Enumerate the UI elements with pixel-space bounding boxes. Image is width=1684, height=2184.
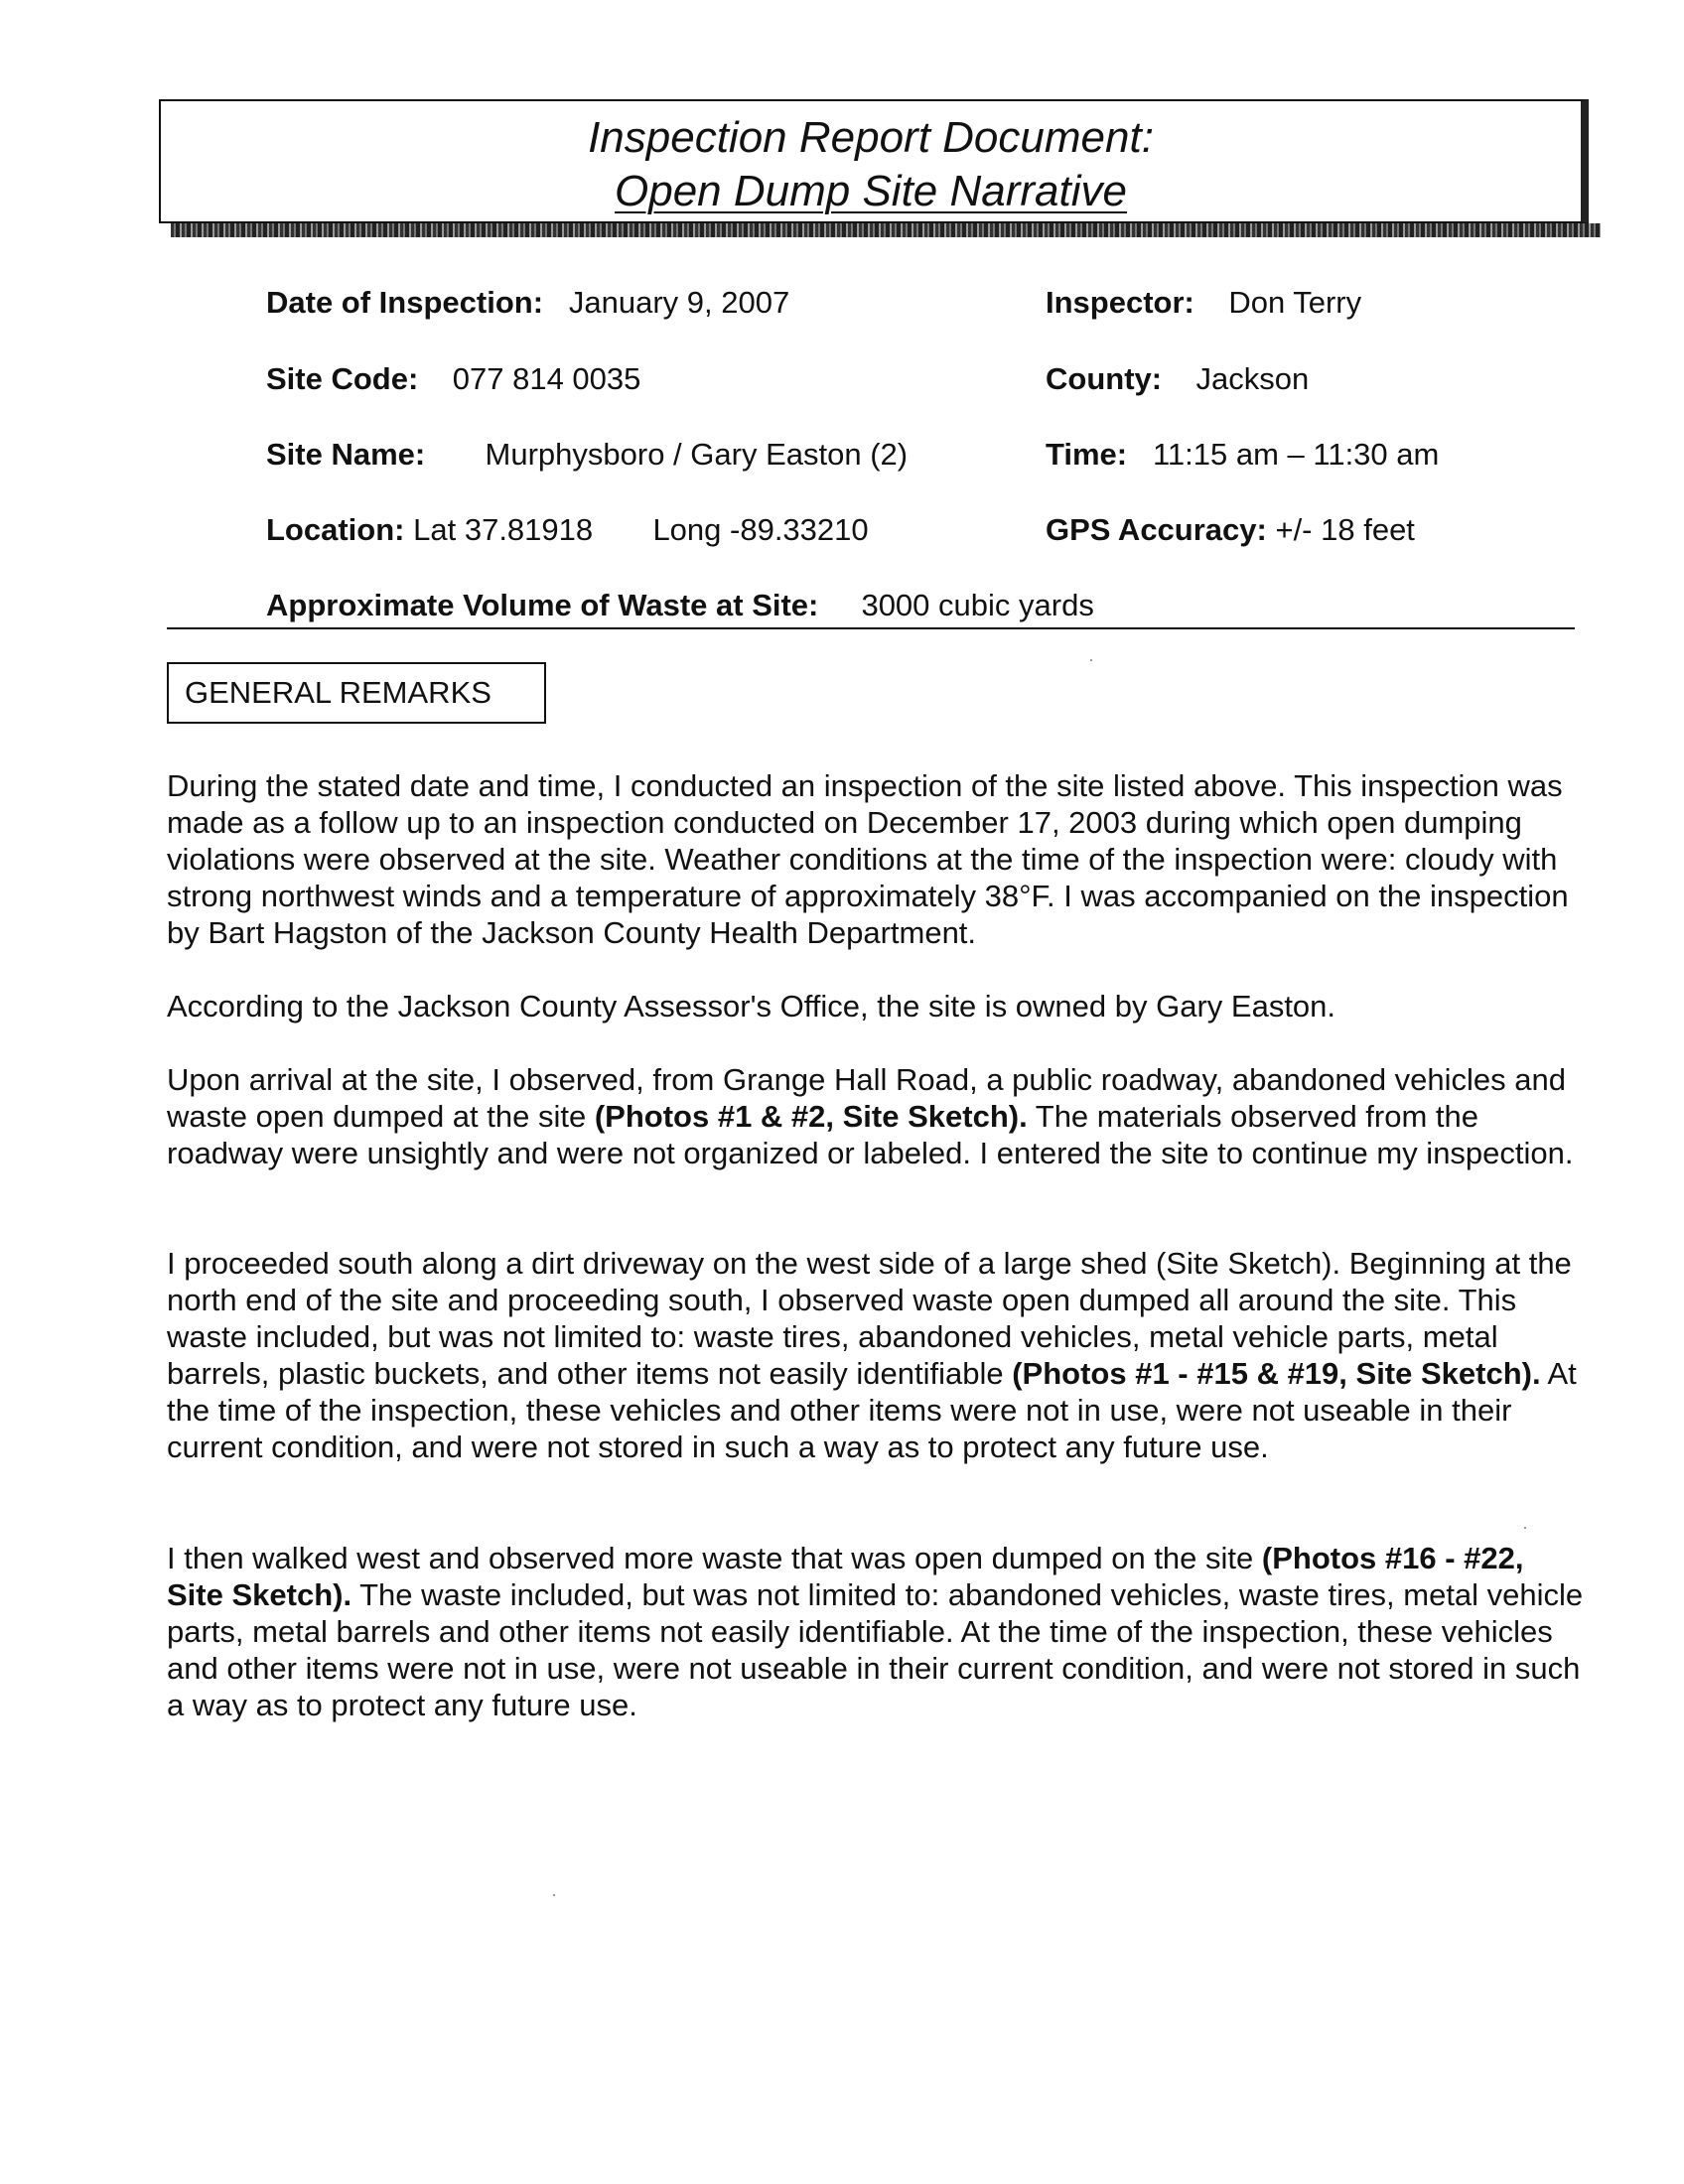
paragraph-west-walk [167, 1540, 1585, 1723]
date-label: Date of Inspection: [266, 285, 544, 320]
county-value: Jackson [1195, 361, 1310, 396]
inspector-label: Inspector: [1046, 285, 1194, 320]
scan-speck [1090, 659, 1092, 661]
gps-accuracy [1046, 512, 1415, 548]
title-box-shadow-band [171, 223, 1601, 237]
time-value: 11:15 am – 11:30 am [1152, 437, 1440, 472]
paragraph-text: During the stated date and time, I conducted an inspection of the site listed above. This inspection was made as a follow up to an inspection conducted on December 17, 2003 during which open dumping violations were observed at the site. Weather conditions at the time of the inspection were: cloudy with strong northwest winds and a temperature of approximately 38°F. I was accompanied on the inspection by Bart Hagston of the Jackson County Health Department. [167, 768, 1569, 950]
paragraph-inspection-overview [167, 767, 1585, 951]
approximate-volume [266, 588, 1094, 623]
scan-speck [1524, 1527, 1526, 1529]
general-remarks-heading: GENERAL REMARKS [167, 662, 546, 724]
volume-value: 3000 cubic yards [861, 588, 1094, 622]
paragraph-text-part: I then walked west and observed more waste that was open dumped on the site [167, 1541, 1262, 1575]
paragraph-arrival [167, 1061, 1585, 1171]
paragraph-text-part: Upon arrival at the site, I observed, from Grange Hall Road, a public roadway, abandoned vehicles and waste open dumped at the site [167, 1062, 1567, 1134]
location-label: Location: [266, 512, 405, 547]
gps-label: GPS Accuracy: [1046, 512, 1267, 547]
latitude-value: Lat 37.81918 [413, 512, 594, 547]
gps-value: +/- 18 feet [1275, 512, 1415, 547]
paragraph-text-part: The waste included, but was not limited to: abandoned vehicles, waste tires, metal vehicle parts, metal barrels and other items not easily identifiable. At the time of the inspection, these vehicles and other items were not in use, were not useable in their current condition, and were not stored in such a way as to protect any future use. [167, 1577, 1584, 1722]
site-name-label: Site Name: [266, 437, 426, 472]
paragraph-text-part: The materials observed from the roadway were unsightly and were not organized or labeled. I entered the site to continue my inspection. [167, 1099, 1574, 1170]
inspector-value: Don Terry [1228, 285, 1362, 320]
date-value: January 9, 2007 [568, 285, 790, 320]
title-box [159, 99, 1589, 223]
date-of-inspection [266, 285, 789, 321]
photo-reference: (Photos #16 - #22, Site Sketch). [167, 1541, 1524, 1612]
paragraph-text: According to the Jackson County Assessor's Office, the site is owned by Gary Easton. [167, 989, 1336, 1024]
paragraph-text [167, 1245, 1585, 1465]
site-code-value: 077 814 0035 [452, 361, 641, 396]
paragraph-text [167, 1061, 1585, 1171]
site-code [266, 361, 640, 397]
volume-label: Approximate Volume of Waste at Site: [266, 588, 819, 622]
paragraph-ownership [167, 988, 1585, 1024]
photo-reference: (Photos #1 & #2, Site Sketch). [594, 1099, 1028, 1134]
paragraph-text-part: At the time of the inspection, these vehicles and other items were not in use, were not useable in their current condition, and were not stored in such a way as to protect any future use. [167, 1356, 1577, 1464]
document-subtitle: Open Dump Site Narrative [615, 167, 1127, 215]
site-name [266, 437, 908, 473]
county-label: County: [1046, 361, 1163, 396]
site-name-value: Murphysboro / Gary Easton (2) [485, 437, 909, 472]
header-divider [167, 627, 1575, 629]
paragraph-south-walk [167, 1245, 1585, 1465]
location [266, 512, 869, 548]
site-code-label: Site Code: [266, 361, 419, 396]
inspector [1046, 285, 1361, 321]
time [1046, 437, 1439, 473]
scan-speck [553, 1894, 555, 1896]
county [1046, 361, 1309, 397]
paragraph-text [167, 1540, 1585, 1723]
time-label: Time: [1046, 437, 1128, 472]
paragraph-text-part: I proceeded south along a dirt driveway on the west side of a large shed (Site Sketch). Beginning at the north end of the site and proceeding south, I observed waste open dumped all around the site. This waste included, but was not limited to: waste tires, abandoned vehicles, metal vehicle parts, metal barrels, plastic buckets, and other items not easily identifiable [167, 1246, 1572, 1391]
longitude-value: Long -89.33210 [652, 512, 869, 547]
document-title: Inspection Report Document: [588, 113, 1154, 162]
photo-reference: (Photos #1 - #15 & #19, Site Sketch). [1012, 1356, 1541, 1391]
